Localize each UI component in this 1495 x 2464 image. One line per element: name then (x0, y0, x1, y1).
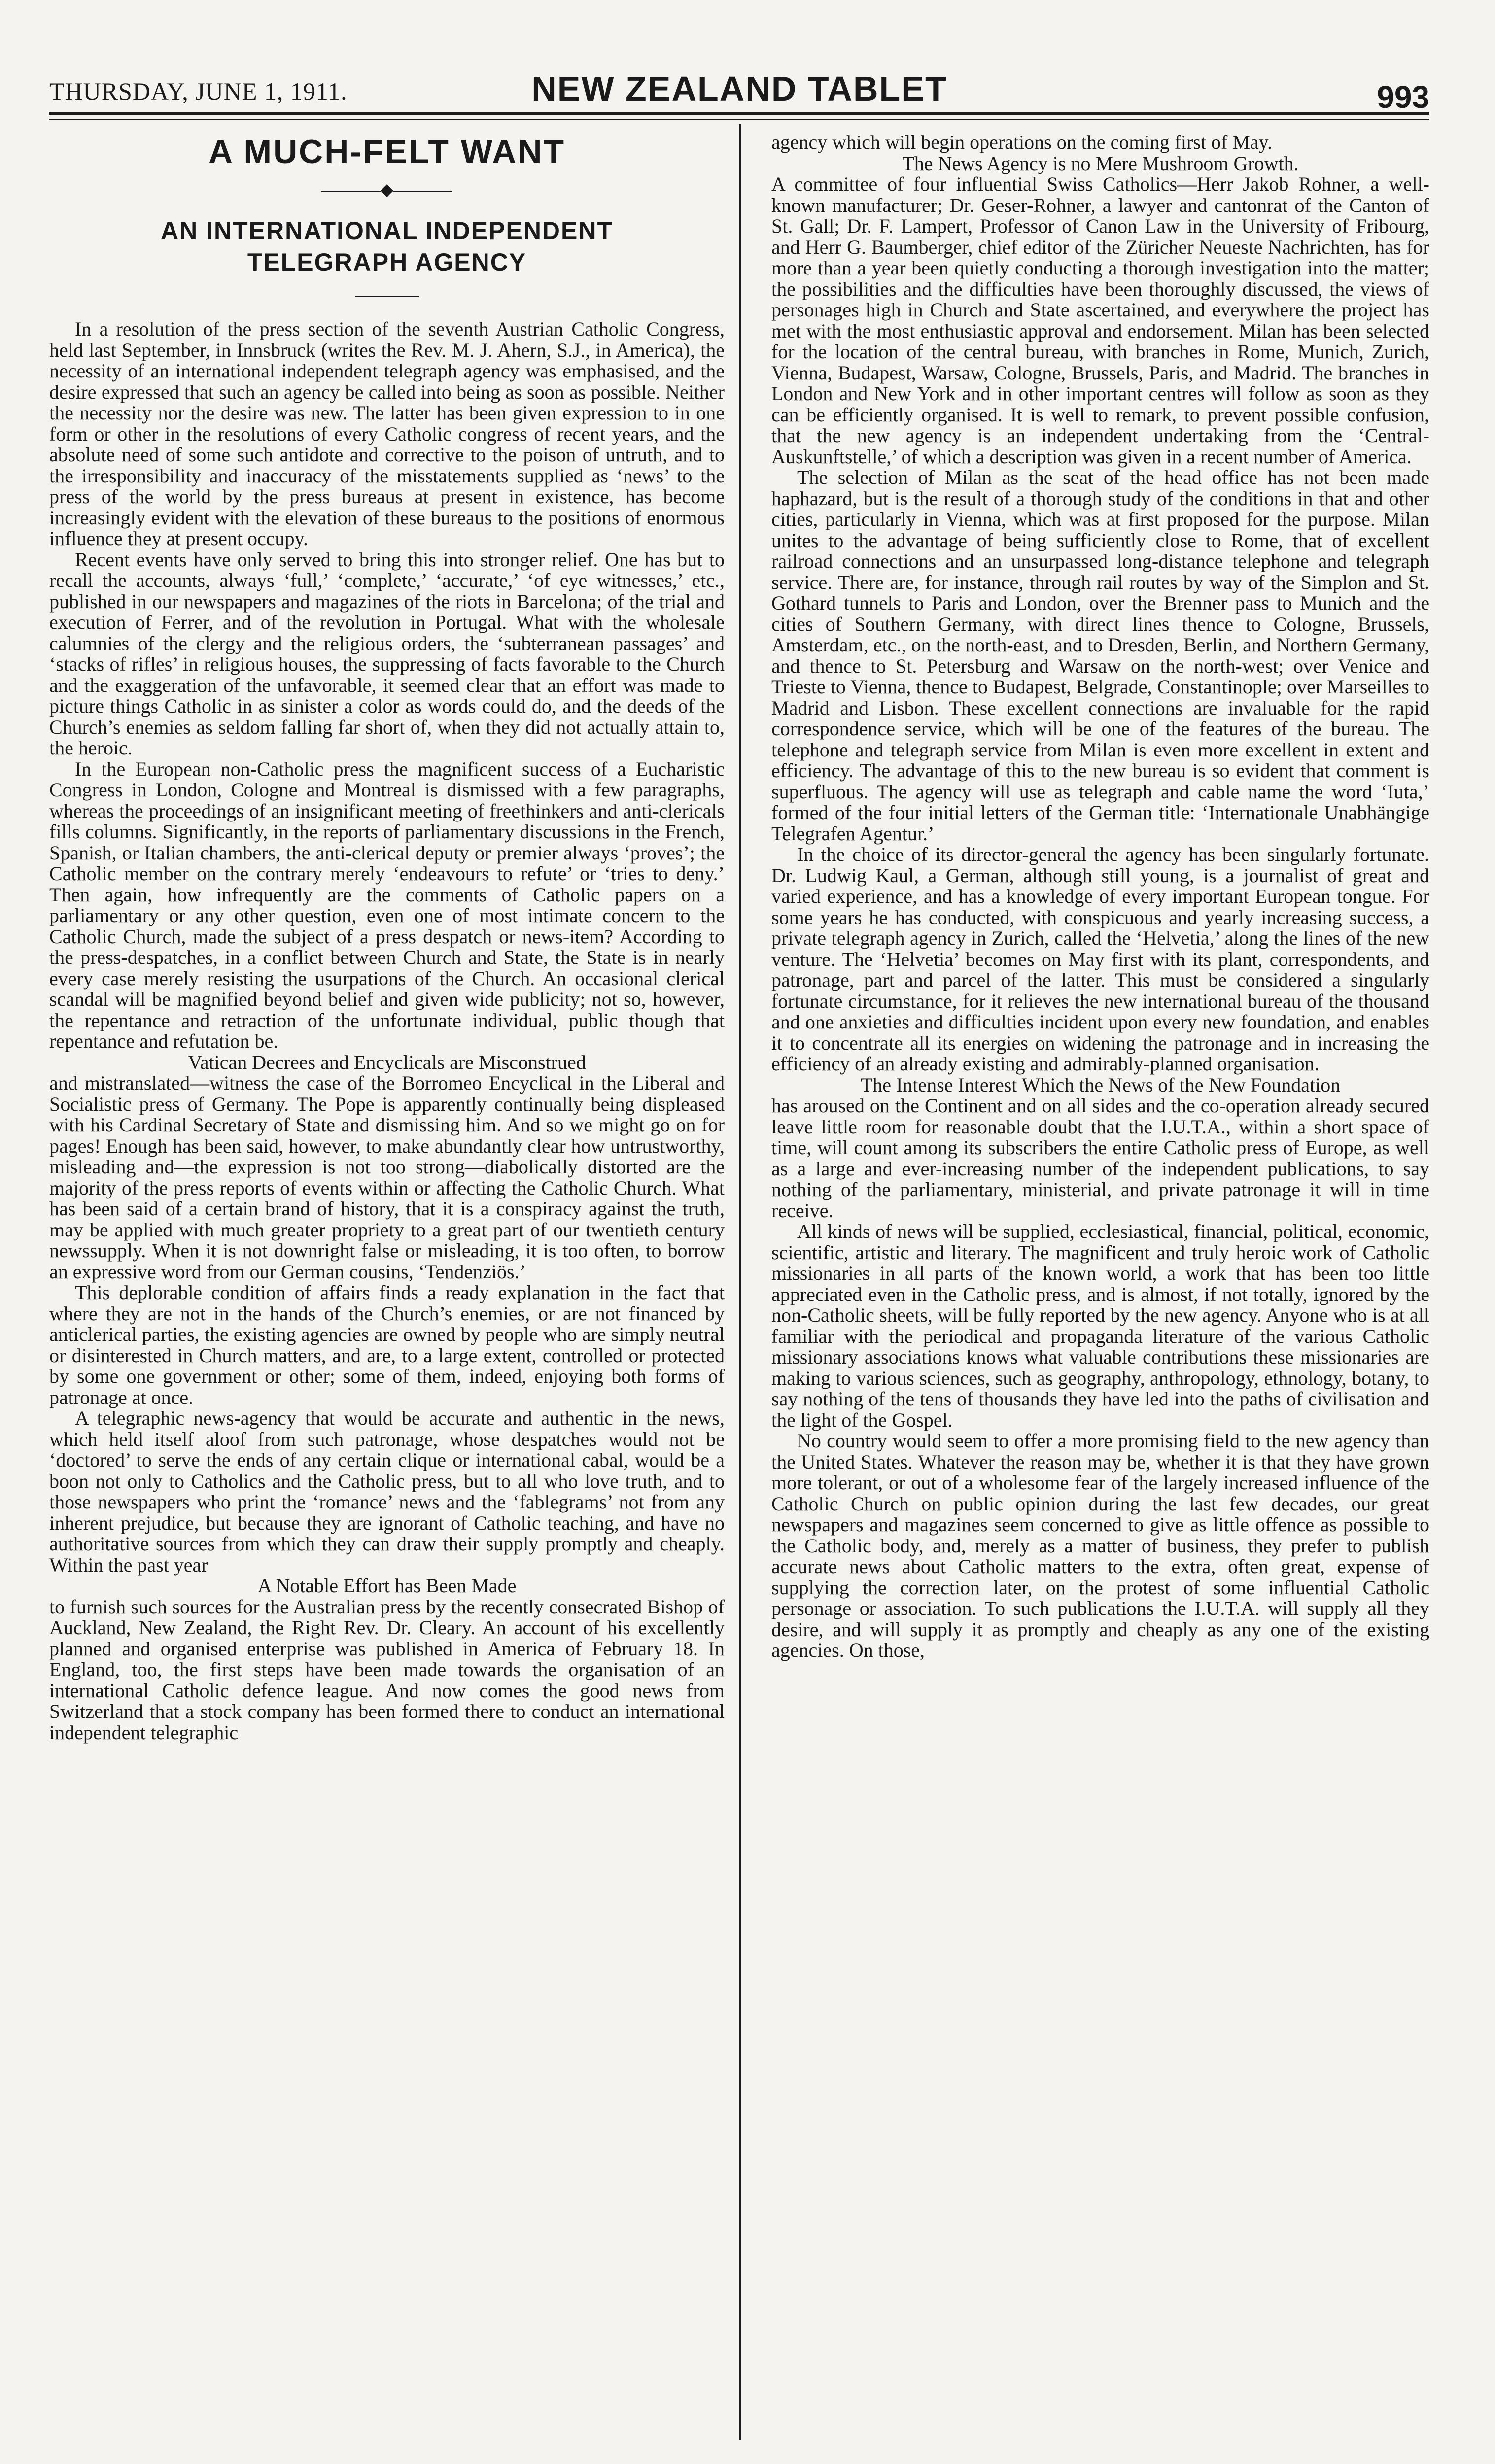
left-column (49, 132, 725, 1743)
masthead-rule-thin (49, 119, 1429, 120)
paragraph: In the European non-Catholic press the magnificent success of a Eucharistic Congress in London, Cologne and Montreal is dismissed with a few paragraphs, whereas the proceedings of an insignificant meeting of freethinkers and anti-clericals fills columns. Significantly, in the reports of parliamentary discussions in the French, Spanish, or Italian chambers, the anti-clerical deputy or premier always ‘proves’; the Catholic member on the contrary merely ‘endeavours to refute’ or ‘tries to deny.’ Then again, how infrequently are the comments of Catholic papers on a parliamentary or any other question, even one of most intimate concern to the Catholic Church, made the subject of a press despatch or news-item? According to the press-despatches, in a conflict between Church and State, the State is in nearly every case merely resisting the usurpations of the Church. An occasional clerical scandal will be magnified beyond belief and given wide publicity; not so, however, the repentance and retraction of the unfortunate individual, public though that repentance and refutation be. (49, 757, 725, 1052)
article-title: A MUCH-FELT WANT (208, 133, 566, 171)
section-subhead: The Intense Interest Which the News of the New Foundation (860, 1073, 1341, 1096)
paragraph: The selection of Milan as the seat of the head office has not been made haphazard, but is the result of a thorough study of the conditions in that and other cities, particularly in Vienna, which was at first proposed for the purpose. Milan unites to the advantage of being sufficiently close to Rome, that of excellent railroad connections and an unsurpassed long-distance telephone and telegraph service. There are, for instance, through rail routes by way of the Simplon and St. Gothard tunnels to Paris and London, over the Brenner pass to Munich and the cities of Southern Germany, with direct lines thence to Cologne, Brussels, Amsterdam, etc., on the north-east, and to Dresden, Berlin, and Northern Germany, and thence to St. Petersburg and Warsaw on the north-west; over Venice and Trieste to Vienna, thence to Budapest, Belgrade, Constantinople; over Marseilles to Madrid and Lisbon. These excellent connections are invaluable for the rapid correspondence service, which will be one of the features of the bureau. The telephone and telegraph service from Milan is even more excellent in extent and efficiency. The advantage of this to the new bureau is so evident that comment is superfluous. The agency will use as telegraph and cable name the word ‘Iuta,’ formed of the four initial letters of the German title: ‘Internationale Unabhängige Telegrafen Agentur.’ (771, 466, 1429, 845)
paragraph: No country would seem to offer a more promising field to the new agency than the United States. Whatever the reason may be, whether it is that they have grown more tolerant, or out of a wholesome fear of the largely increased influence of the Catholic Church on public opinion during the last few decades, our great newspapers and magazines seem concerned to give as little offence as possible to the Catholic body, and, merely as a matter of business, they prefer to publish accurate news about Catholic matters to the extra, often great, expense of supplying the correction later, on the protest of some influential Catholic personage or association. To such publications the I.U.T.A. will supply all they desire, and will supply it as promptly and cheaply as any one of the existing agencies. On those, (771, 1430, 1429, 1661)
subtitle-rule (355, 296, 419, 297)
title-ornament (49, 180, 725, 200)
diamond-ornament-icon: ◆ (380, 181, 394, 199)
column-divider (739, 124, 741, 2440)
paragraph: A committee of four influential Swiss Catholics—Herr Jakob Rohner, a well-known manufacturer; Dr. Geser-Rohner, a lawyer and cantonrat of the Canton of St. Gall; Dr. F. Lampert, Professor of Canon Law in the University of Fribourg, and Herr G. Baumberger, chief editor of the Züricher Neueste Nachrichten, has for more than a year been quietly conducting a thorough investigation into the matter; the possibilities and the difficulties have been thoroughly discussed, the views of personages high in Church and State ascertained, and everywhere the project has met with the most enthusiastic approval and endorsement. Milan has been selected for the location of the central bureau, with branches in Rome, Munich, Zurich, Vienna, Budapest, Warsaw, Cologne, Brussels, Paris, and Madrid. The branches in London and New York and in other important centres will follow as soon as they can be efficiently organised. It is well to remark, to prevent possible confusion, that the new agency is an independent undertaking from the ‘Central-Auskunftstelle,’ of which a description was given in a recent number of America. (771, 173, 1429, 468)
paragraph: All kinds of news will be supplied, ecclesiastical, financial, political, economic, scientific, artistic and literary. The magnificent and truly heroic work of Catholic missionaries in all parts of the known world, a work that has been too little appreciated even in the Catholic press, and is almost, if not totally, ignored by the non-Catholic sheets, will be fully reported by the new agency. Anyone who is at all familiar with the periodical and propaganda literature of the various Catholic missionary associations knows what valuable contributions these missionaries are making to various sciences, such as geography, anthropology, ethnology, botany, to say nothing of the tens of thousands they have led into the paths of civilisation and the light of the Gospel. (771, 1220, 1429, 1431)
right-column (771, 132, 1429, 1661)
article-subtitle (49, 215, 725, 278)
section-subhead: The News Agency is no Mere Mushroom Growth. (902, 152, 1299, 174)
paragraph: to furnish such sources for the Australian press by the recently consecrated Bishop of Auckland, New Zealand, the Right Rev. Dr. Cleary. An account of his excellently planned and organised enterprise was published in America of February 18. In England, too, the first steps have been made towards the organisation of an international Catholic defence league. And now comes the good news from Switzerland that a stock company has been formed there to conduct an international independent telegraphic (49, 1595, 725, 1744)
paragraph: Recent events have only served to bring this into stronger relief. One has but to recall the accounts, always ‘full,’ ‘complete,’ ‘accurate,’ ‘of eye witnesses,’ etc., published in our newspapers and magazines of the riots in Barcelona; of the trial and execution of Ferrer, and of the revolution in Portugal. What with the wholesale calumnies of the clergy and the religious orders, the ‘subterranean passages’ and ‘stacks of rifles’ in religious houses, the suppressing of facts favorable to the Church and the exaggeration of the unfavorable, it seemed clear that an effort was made to picture things Catholic in as sinister a color as words could do, and the deeds of the Church’s enemies as seldom falling far short of, when they did not actually attain to, the heroic. (49, 548, 725, 759)
masthead (49, 69, 1429, 115)
paragraph: This deplorable condition of affairs finds a ready explanation in the fact that where they are not in the hands of the Church’s enemies, or are not financed by anticlerical parties, the existing agencies are owned by people who are simply neutral or disinterested in Church matters, and are, to a large extent, controlled or protected by some one government or other; some of them, indeed, enjoying both forms of patronage at once. (49, 1281, 725, 1408)
paragraph: A telegraphic news-agency that would be accurate and authentic in the news, which held itself aloof from such patronage, whose despatches would not be ‘doctored’ to serve the ends of any certain clique or international cabal, would be a boon not only to Catholics and the Catholic press, but to all who love truth, and to those newspapers who print the ‘romance’ news and the ‘fablegrams’ not from any inherent prejudice, but because they are ignorant of Catholic teaching, and have no authoritative sources from which they can draw their supply promptly and cheaply. Within the past year (49, 1407, 725, 1576)
paragraph: agency which will begin operations on the coming first of May. (771, 131, 1273, 153)
paragraph: In a resolution of the press section of the seventh Austrian Catholic Congress, held last September, in Innsbruck (writes the Rev. M. J. Ahern, S.J., in America), the necessity of an international independent telegraph agency was emphasised, and the desire expressed that such an agency be called into being as soon as possible. Neither the necessity nor the desire was new. The latter has been given expression to in one form or other in the resolutions of every Catholic congress of recent years, and the absolute need of some such antidote and corrective to the poison of untruth, and to the irresponsibility and inaccuracy of the misstatements supplied as ‘news’ to the press of the world by the press bureaus at present in existence, has become increasingly evident with the elevation of these bureaus to the positions of enormous influence they at present occupy. (49, 318, 725, 549)
section-subhead: Vatican Decrees and Encyclicals are Misconstrued (188, 1051, 586, 1073)
publication-title: NEW ZEALAND TABLET (531, 69, 947, 108)
subtitle-line-1: AN INTERNATIONAL INDEPENDENT (160, 217, 614, 244)
issue-date: THURSDAY, JUNE 1, 1911. (49, 77, 348, 105)
subtitle-line-2: TELEGRAPH AGENCY (247, 248, 527, 276)
section-subhead: A Notable Effort has Been Made (257, 1574, 517, 1597)
paragraph: and mistranslated—witness the case of the Borromeo Encyclical in the Liberal and Socialistic press of Germany. The Pope is apparently continually being displeased with his Cardinal Secretary of State and dismissing him. And so we might go on for pages! Enough has been said, however, to make abundantly clear how untrustworthy, misleading and—the expression is not too strong—diabolically distorted are the majority of the press reports of events within or affecting the Catholic Church. What has been said of a certain brand of history, that it is a conspiracy against the truth, may be applied with much greater propriety to a great part of our twentieth century newssupply. When it is not downright false or misleading, it is too often, to borrow an expressive word from our German cousins, ‘Tendenziös.’ (49, 1072, 725, 1283)
masthead-rule-thick (49, 112, 1429, 115)
paragraph: has aroused on the Continent and on all sides and the co-operation already secured leave little room for reasonable doubt that the I.U.T.A., within a short space of time, will count among its subscribers the entire Catholic press of Europe, as well as a large and ever-increasing number of the independent publications, to say nothing of the parliamentary, ministerial, and private patronage it will in time receive. (771, 1095, 1429, 1222)
page-number: 993 (1377, 79, 1429, 115)
paragraph: In the choice of its director-general the agency has been singularly fortunate. Dr. Ludwig Kaul, a German, although still young, is a journalist of great and varied experience, and has a knowledge of every important European tongue. For some years he has conducted, with conspicuous and yearly increasing success, a private telegraph agency in Zurich, called the ‘Helvetia,’ along the lines of the new venture. The ‘Helvetia’ becomes on May first with its plant, correspondents, and patronage, part and parcel of the latter. This must be considered a singularly fortunate circumstance, for it relieves the new international bureau of the thousand and one anxieties and difficulties incident upon every new foundation, and enables it to concentrate all its energies on widening the patronage and in increasing the efficiency of an already existing and admirably-planned organisation. (771, 843, 1429, 1075)
